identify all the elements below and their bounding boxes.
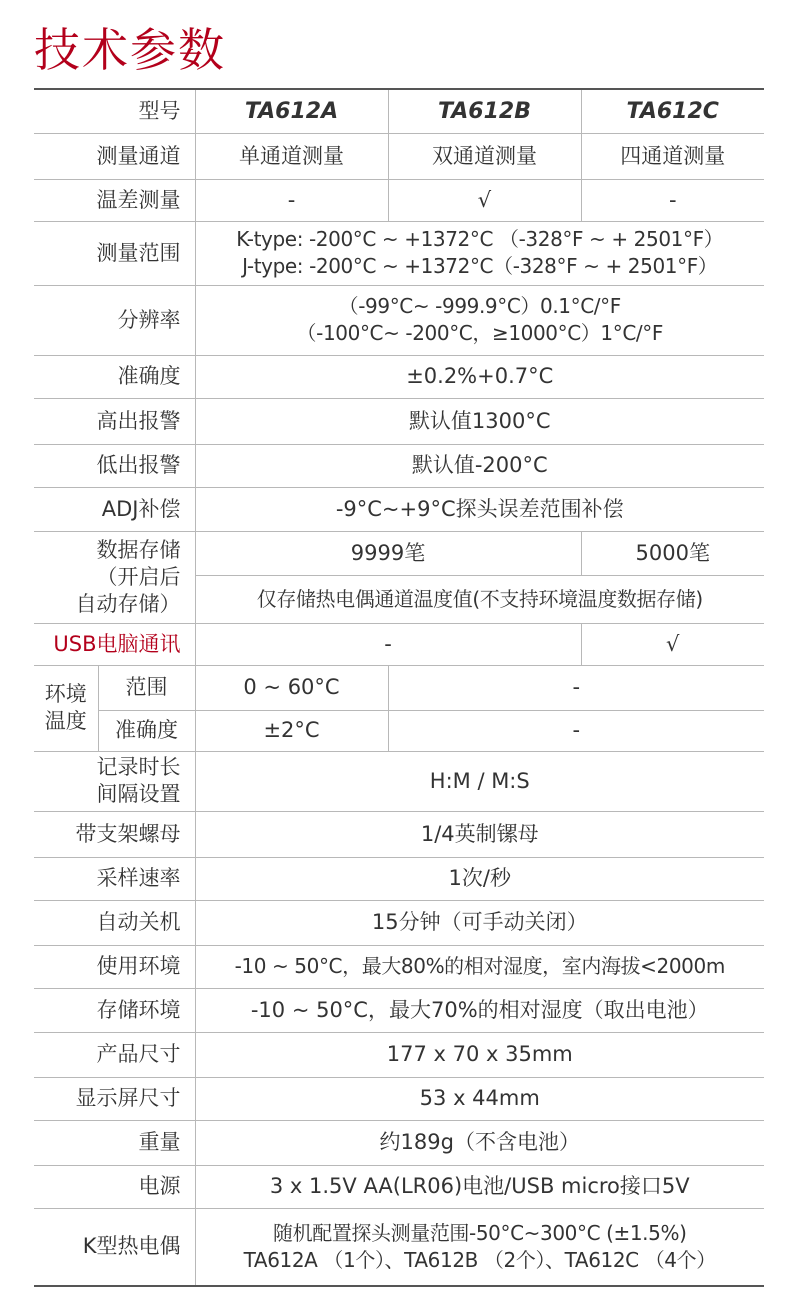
adj-value: -9°C~+9°C探头误差范围补偿 [195, 487, 764, 531]
storage-label-line-3: 自动存储） [75, 591, 181, 616]
storage-c: 5000笔 [581, 531, 764, 575]
size-value: 177 x 70 x 35mm [195, 1032, 764, 1077]
ambient-range-a: 0 ~ 60°C [195, 665, 388, 710]
cell-a: 单通道测量 [195, 133, 388, 179]
row-label: K型热电偶 [34, 1208, 195, 1286]
row-label: 准确度 [34, 355, 195, 398]
low-alarm-value: 默认值-200°C [195, 444, 764, 487]
row-label: 温差测量 [34, 179, 195, 221]
interval-label-line-1: 记录时长 [96, 755, 181, 779]
cell-a: - [195, 179, 388, 221]
cell-b: 双通道测量 [388, 133, 581, 179]
table-row-interval [34, 751, 764, 811]
table-row-range [34, 221, 764, 285]
interval-label [34, 751, 195, 811]
ambient-accuracy-a: ±2°C [195, 710, 388, 751]
interval-value: H:M / M:S [195, 751, 764, 811]
storage-note: 仅存储热电偶通道温度值(不支持环境温度数据存储) [195, 575, 764, 623]
table-row-diff [34, 179, 764, 221]
row-label: 测量通道 [34, 133, 195, 179]
probe-value [195, 1208, 764, 1286]
power-value: 3 x 1.5V AA(LR06)电池/USB micro接口5V [195, 1165, 764, 1208]
probe-line-2: TA612A （1个）、TA612B （2个）、TA612C （4个） [243, 1247, 716, 1272]
high-alarm-value: 默认值1300°C [195, 398, 764, 444]
table-row-ambient-accuracy [34, 710, 764, 751]
ambient-accuracy-label: 准确度 [98, 710, 195, 751]
weight-value: 约189g（不含电池） [195, 1120, 764, 1165]
storage-label-line-1: 数据存储 [96, 537, 181, 562]
cell-b: √ [388, 179, 581, 221]
auto-off-value: 15分钟（可手动关闭） [195, 900, 764, 945]
table-row-model [34, 89, 764, 133]
table-row-nut [34, 811, 764, 857]
accuracy-value: ±0.2%+0.7°C [195, 355, 764, 398]
model-c: TA612C [581, 89, 764, 133]
ambient-label-line-2: 温度 [44, 709, 87, 733]
table-row-adj [34, 487, 764, 531]
table-row-channels [34, 133, 764, 179]
range-k-type: K-type: -200°C ~ +1372°C （-328°F ~ + 2501°F） [236, 227, 724, 251]
storage-label [34, 531, 195, 623]
usb-label: USB电脑通讯 [34, 623, 195, 665]
table-row-sampling [34, 857, 764, 900]
row-label: 存储环境 [34, 988, 195, 1032]
range-value [195, 221, 764, 285]
row-label: 电源 [34, 1165, 195, 1208]
table-row-display [34, 1077, 764, 1120]
resolution-value [195, 285, 764, 355]
row-label: 产品尺寸 [34, 1032, 195, 1077]
table-row-accuracy [34, 355, 764, 398]
storage-ab: 9999笔 [195, 531, 581, 575]
table-row-high-alarm [34, 398, 764, 444]
table-row-ambient-range [34, 665, 764, 710]
row-label: 分辨率 [34, 285, 195, 355]
probe-line-1: 随机配置探头测量范围-50°C~300°C (±1.5%) [273, 1220, 687, 1245]
sampling-value: 1次/秒 [195, 857, 764, 900]
storage-label-line-2: （开启后 [96, 564, 181, 589]
row-label: ADJ补偿 [34, 487, 195, 531]
row-label: 采样速率 [34, 857, 195, 900]
row-label: 高出报警 [34, 398, 195, 444]
table-row-auto-off [34, 900, 764, 945]
range-j-type: J-type: -200°C ~ +1372°C（-328°F ~ + 2501°F） [242, 254, 718, 278]
row-label: 带支架螺母 [34, 811, 195, 857]
table-row-power [34, 1165, 764, 1208]
display-value: 53 x 44mm [195, 1077, 764, 1120]
table-row-weight [34, 1120, 764, 1165]
model-b: TA612B [388, 89, 581, 133]
table-row-use-env [34, 945, 764, 988]
ambient-range-bc: - [388, 665, 764, 710]
table-row-store-env [34, 988, 764, 1032]
page-title: 技术参数 [34, 23, 226, 77]
ambient-range-label: 范围 [98, 665, 195, 710]
model-a: TA612A [195, 89, 388, 133]
row-label: 自动关机 [34, 900, 195, 945]
spec-table [34, 88, 764, 1287]
ambient-accuracy-bc: - [388, 710, 764, 751]
row-label: 重量 [34, 1120, 195, 1165]
table-row-usb [34, 623, 764, 665]
table-row-size [34, 1032, 764, 1077]
row-label: 低出报警 [34, 444, 195, 487]
table-row-probe [34, 1208, 764, 1286]
ambient-label-line-1: 环境 [44, 682, 87, 706]
store-env-value: -10 ~ 50°C，最大70%的相对湿度（取出电池） [195, 988, 764, 1032]
cell-c: - [581, 179, 764, 221]
resolution-line-2: （-100°C~ -200°C，≥1000°C）1°C/°F [296, 321, 663, 345]
nut-value: 1/4英制镙母 [195, 811, 764, 857]
resolution-line-1: （-99°C~ -999.9°C）0.1°C/°F [338, 294, 621, 318]
usb-c: √ [581, 623, 764, 665]
use-env-value: -10 ~ 50°C，最大80%的相对湿度，室内海拔<2000m [195, 945, 764, 988]
table-row-low-alarm [34, 444, 764, 487]
row-label: 测量范围 [34, 221, 195, 285]
table-row-storage [34, 531, 764, 575]
cell-c: 四通道测量 [581, 133, 764, 179]
ambient-group-label [34, 665, 98, 751]
row-label: 使用环境 [34, 945, 195, 988]
usb-ab: - [195, 623, 581, 665]
row-label: 显示屏尺寸 [34, 1077, 195, 1120]
row-label: 型号 [34, 89, 195, 133]
interval-label-line-2: 间隔设置 [96, 782, 181, 806]
table-row-resolution [34, 285, 764, 355]
